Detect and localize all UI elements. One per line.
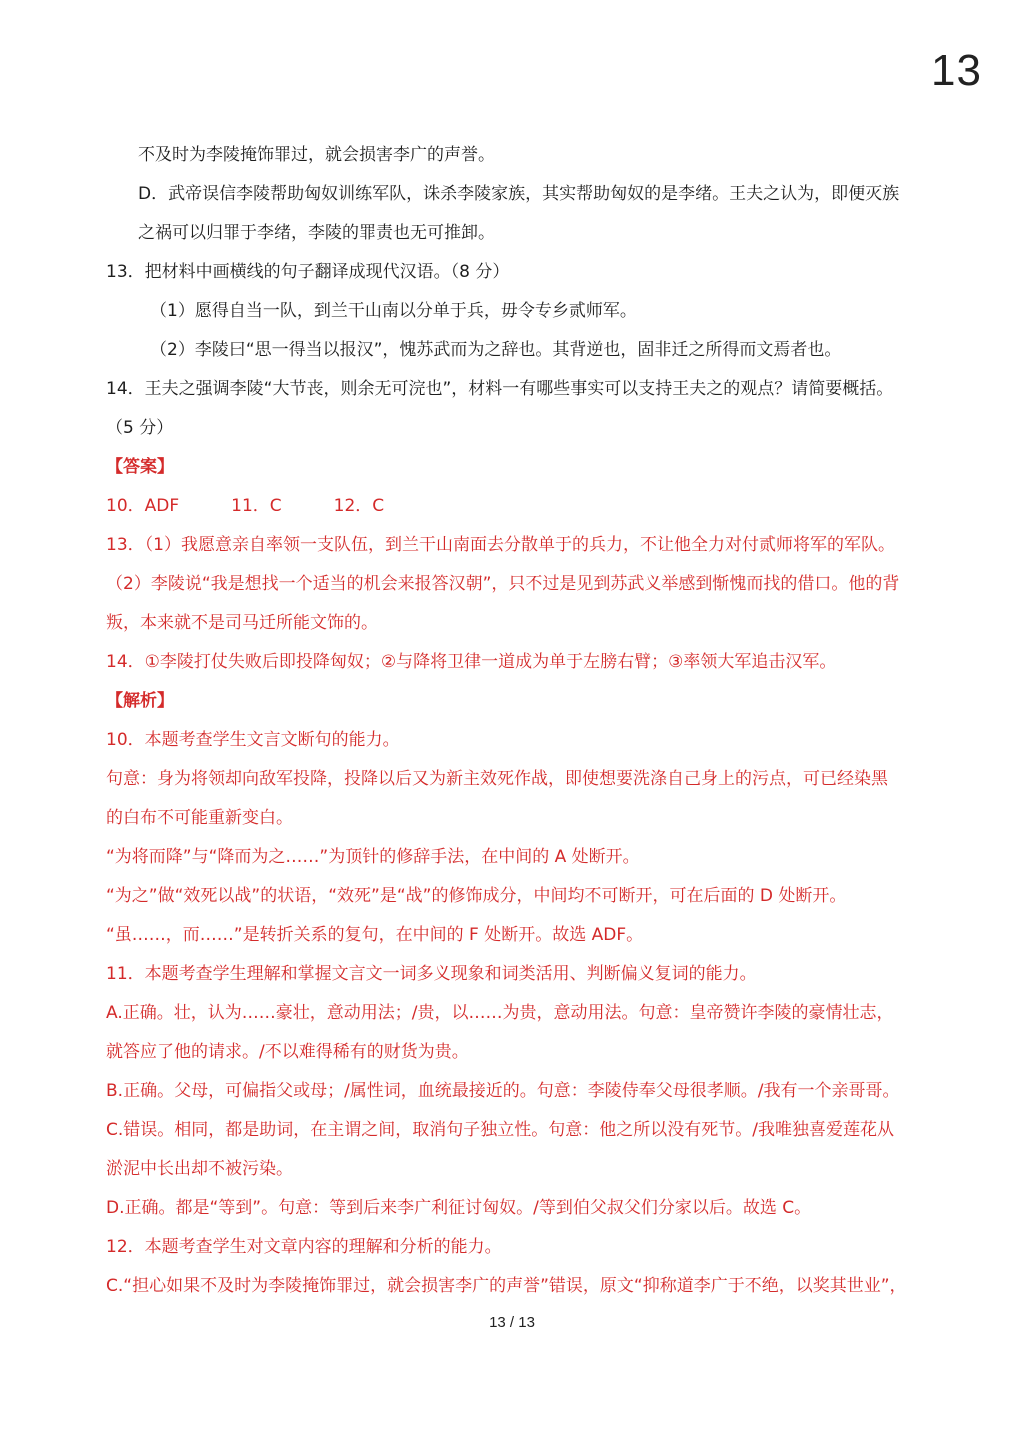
document-body — [106, 136, 926, 1306]
question-text-line: D．武帝误信李陵帮助匈奴训练军队，诛杀李陵家族，其实帮助匈奴的是李绪。王夫之认为，即便灭族 — [138, 184, 900, 204]
answer-heading: 【答案】 — [106, 457, 174, 477]
answer-12: 12．C — [333, 496, 385, 516]
analysis-line: 句意：身为将领却向敌军投降，投降以后又为新主效死作战，即使想要洗涤自己身上的污点，可已经染黑 — [106, 769, 888, 789]
analysis-line: 就答应了他的请求。/不以难得稀有的财货为贵。 — [106, 1042, 469, 1062]
page-footer: 13 / 13 — [489, 1314, 535, 1331]
analysis-line: A.正确。壮，认为……豪壮，意动用法；/贵，以……为贵，意动用法。句意：皇帝赞许李陵的豪情壮志， — [106, 1003, 894, 1023]
answer-10: 10．ADF — [106, 496, 180, 516]
question-14-title: 14．王夫之强调李陵“大节丧，则余无可浣也”，材料一有哪些事实可以支持王夫之的观点？请简要概括。 — [106, 379, 894, 399]
analysis-line: 11．本题考查学生理解和掌握文言文一词多义现象和词类活用、判断偏义复词的能力。 — [106, 964, 757, 984]
question-text-line: 不及时为李陵掩饰罪过，就会损害李广的声誉。 — [138, 145, 495, 165]
analysis-line: C.错误。相同，都是助词，在主谓之间，取消句子独立性。句意：他之所以没有死节。/我唯独喜爱莲花从 — [106, 1120, 894, 1140]
question-13-sub1: （1）愿得自当一队，到兰干山南以分单于兵，毋令专乡贰师军。 — [150, 301, 637, 321]
question-14-points: （5 分） — [106, 418, 174, 438]
page-corner-number: 13 — [931, 46, 982, 95]
answer-line: 叛，本来就不是司马迁所能文饰的。 — [106, 613, 378, 633]
analysis-line: B.正确。父母，可偏指父或母；/属性词，血统最接近的。句意：李陵侍奉父母很孝顺。/我有一个亲哥哥。 — [106, 1081, 900, 1101]
answer-line: 13．（1）我愿意亲自率领一支队伍，到兰干山南面去分散单于的兵力，不让他全力对付贰师将军的军队。 — [106, 535, 895, 555]
analysis-line: 10．本题考查学生文言文断句的能力。 — [106, 730, 400, 750]
analysis-line: “为将而降”与“降而为之……”为顶针的修辞手法，在中间的 A 处断开。 — [106, 847, 640, 867]
analysis-line: D.正确。都是“等到”。句意：等到后来李广利征讨匈奴。/等到伯父叔父们分家以后。故选 C。 — [106, 1198, 812, 1218]
question-text-line: 之祸可以归罪于李绪，李陵的罪责也无可推卸。 — [138, 223, 495, 243]
analysis-heading: 【解析】 — [106, 691, 174, 711]
analysis-line: “虽……，而……”是转折关系的复句，在中间的 F 处断开。故选 ADF。 — [106, 925, 644, 945]
answer-11: 11．C — [231, 496, 282, 516]
analysis-line: C.“担心如果不及时为李陵掩饰罪过，就会损害李广的声誉”错误，原文“抑称道李广于不绝，以奖其世业”， — [106, 1276, 907, 1296]
answer-line: 14．①李陵打仗失败后即投降匈奴；②与降将卫律一道成为单于左膀右臂；③率领大军追击汉军。 — [106, 652, 837, 672]
analysis-line: 的白布不可能重新变白。 — [106, 808, 293, 828]
question-13-sub2: （2）李陵曰“思一得当以报汉”，愧苏武而为之辞也。其背逆也，固非迁之所得而文焉者也。 — [150, 340, 842, 360]
short-answers-row — [106, 487, 926, 526]
question-13-title: 13．把材料中画横线的句子翻译成现代汉语。（8 分） — [106, 262, 510, 282]
analysis-line: 12．本题考查学生对文章内容的理解和分析的能力。 — [106, 1237, 502, 1257]
analysis-line: 淤泥中长出却不被污染。 — [106, 1159, 293, 1179]
answer-line: （2）李陵说“我是想找一个适当的机会来报答汉朝”，只不过是见到苏武义举感到惭愧而找的借口。他的背 — [106, 574, 900, 594]
analysis-line: “为之”做“效死以战”的状语，“效死”是“战”的修饰成分，中间均不可断开，可在后面的 D 处断开。 — [106, 886, 847, 906]
